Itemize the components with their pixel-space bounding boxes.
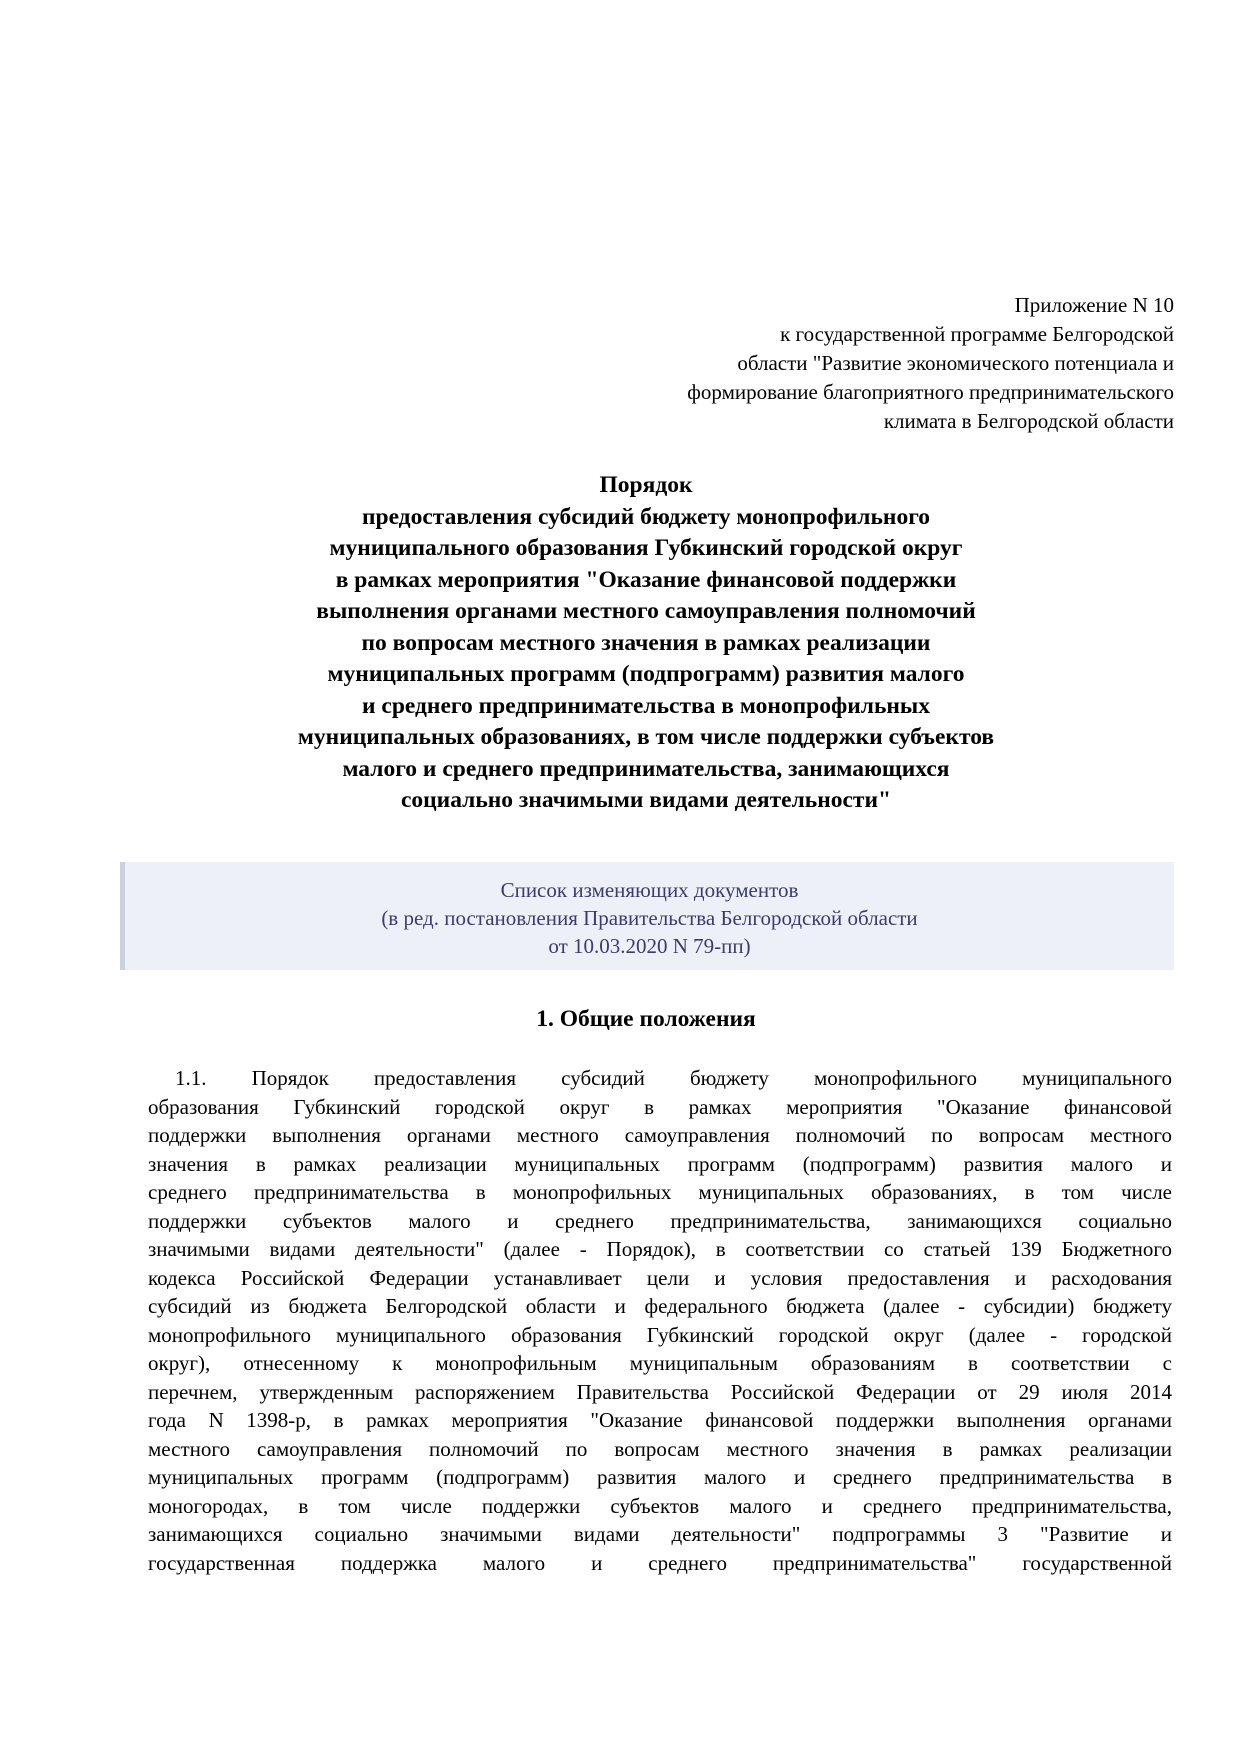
body-line: 1.1. Порядок предоставления субсидий бюджету монопрофильного муниципального <box>175 1066 1172 1090</box>
title-line: по вопросам местного значения в рамках реализации <box>361 629 931 656</box>
appendix-line: формирование благоприятного предпринимательского <box>687 380 1174 404</box>
body-line: округ), отнесенному к монопрофильным муниципальным образованиям в соответствии с <box>148 1351 1172 1375</box>
body-line: моногородах, в том числе поддержки субъектов малого и среднего предпринимательства, <box>148 1493 1172 1518</box>
title-line: муниципальных образованиях, в том числе поддержки субъектов <box>297 724 995 750</box>
body-line: перечнем, утвержденным распоряжением Правительства Российской Федерации от 29 июля 2014 <box>148 1379 1172 1404</box>
body-line: местного самоуправления полномочий по вопросам местного значения в рамках реализации <box>148 1436 1172 1461</box>
appendix-line: Приложение N 10 <box>1014 293 1174 317</box>
amendments-line: (в ред. постановления Правительства Белгородской области <box>381 906 918 930</box>
body-line: среднего предпринимательства в монопрофильных муниципальных образованиях, в том числе <box>148 1180 1172 1204</box>
title-line: выполнения органами местного самоуправления полномочий <box>316 598 976 624</box>
appendix-header <box>474 291 1174 436</box>
body-line: значимыми видами деятельности" (далее - Порядок), в соответствии со статьей 139 Бюджетного <box>148 1237 1172 1261</box>
title-line: малого и среднего предпринимательства, занимающихся <box>342 755 950 782</box>
amendments-box <box>120 862 1174 970</box>
title-line: и среднего предпринимательства в монопрофильных <box>361 692 931 719</box>
body-line: года N 1398-р, в рамках мероприятия "Оказание финансовой поддержки выполнения органами <box>148 1408 1172 1432</box>
title-line: муниципальных программ (подпрограмм) развития малого <box>327 661 965 687</box>
appendix-line: к государственной программе Белгородской <box>780 322 1174 346</box>
section-heading: 1. Общие положения <box>536 1006 756 1032</box>
appendix-line: климата в Белгородской области <box>883 409 1174 433</box>
body-line: поддержки выполнения органами местного самоуправления полномочий по вопросам местного <box>148 1123 1172 1147</box>
body-line: субсидий из бюджета Белгородской области и федерального бюджета (далее - субсидии) бюджету <box>148 1294 1172 1318</box>
amendments-line: Список изменяющих документов <box>500 878 799 902</box>
body-line: государственная поддержка малого и среднего предпринимательства" государственной <box>148 1550 1172 1575</box>
document-title <box>120 470 1172 817</box>
body-line: кодекса Российской Федерации устанавливает цели и условия предоставления и расходования <box>148 1265 1172 1290</box>
body-paragraph <box>148 1064 1172 1577</box>
body-line: поддержки субъектов малого и среднего предпринимательства, занимающихся социально <box>148 1208 1172 1233</box>
amendments-line: от 10.03.2020 N 79-пп) <box>548 934 751 958</box>
body-line: монопрофильного муниципального образования Губкинский городской округ (далее - городской <box>148 1322 1172 1347</box>
body-line: образования Губкинский городской округ в рамках мероприятия "Оказание финансовой <box>148 1094 1172 1119</box>
title-line: предоставления субсидий бюджету монопрофильного <box>361 503 931 530</box>
body-line: значения в рамках реализации муниципальных программ (подпрограмм) развития малого и <box>148 1151 1172 1176</box>
title-line: Порядок <box>599 472 693 498</box>
body-line: занимающихся социально значимыми видами деятельности" подпрограммы 3 "Развитие и <box>148 1522 1172 1546</box>
title-line: муниципального образования Губкинский городской округ <box>329 535 963 561</box>
title-line: в рамках мероприятия "Оказание финансовой поддержки <box>335 566 957 593</box>
body-line: муниципальных программ (подпрограмм) развития малого и среднего предпринимательства в <box>148 1465 1172 1489</box>
appendix-line: области "Развитие экономического потенциала и <box>737 351 1174 375</box>
title-line: социально значимыми видами деятельности" <box>400 787 892 813</box>
